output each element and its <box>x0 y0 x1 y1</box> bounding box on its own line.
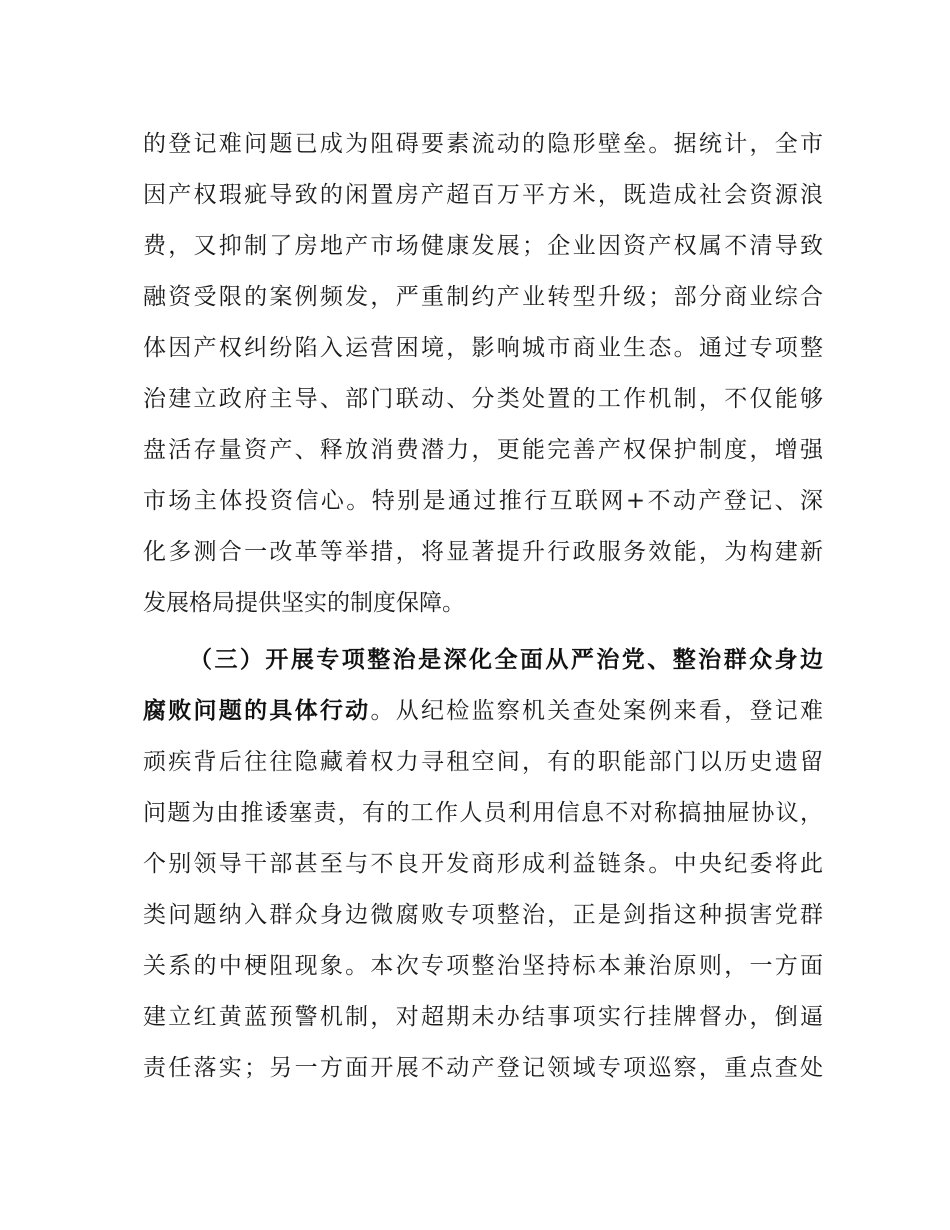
paragraph-line: 盘活存量资产、释放消费潜力，更能完善产权保护制度，增强 <box>143 437 823 463</box>
paragraph-line: 市场主体投资信心。特别是通过推行互联网+不动产登记、深 <box>143 488 823 514</box>
paragraph-line: 化多测合一改革等举措，将显著提升行政服务效能，为构建新 <box>143 539 823 565</box>
paragraph-line: 建立红黄蓝预警机制，对超期未办结事项实行挂牌督办，倒逼 <box>143 1004 823 1030</box>
section-heading-continued <box>143 691 823 731</box>
paragraph-line: 个别领导干部甚至与不良开发商形成利益链条。中央纪委将此 <box>143 851 823 877</box>
paragraph-line: 的登记难问题已成为阻碍要素流动的隐形壁垒。据统计，全市 <box>143 131 823 157</box>
section-body-start: 。从纪检监察机关查处案例来看，登记难 <box>370 698 824 724</box>
paragraph-line: 体因产权纠纷陷入运营困境，影响城市商业生态。通过专项整 <box>143 335 823 361</box>
paragraph-line: 发展格局提供坚实的制度保障。 <box>143 590 465 616</box>
paragraph-line: 融资受限的案例频发，严重制约产业转型升级；部分商业综合 <box>143 284 823 310</box>
paragraph-line: 因产权瑕疵导致的闲置房产超百万平方米，既造成社会资源浪 <box>143 182 823 208</box>
section-heading-bold: 腐败问题的具体行动 <box>143 698 371 724</box>
paragraph-line: 问题为由推诿塞责，有的工作人员利用信息不对称搞抽屉协议， <box>143 800 823 826</box>
paragraph-line: 顽疾背后往往隐藏着权力寻租空间，有的职能部门以历史遗留 <box>143 749 823 775</box>
paragraph-line: 关系的中梗阻现象。本次专项整治坚持标本兼治原则，一方面 <box>143 953 823 979</box>
paragraph-line: 类问题纳入群众身边微腐败专项整治，正是剑指这种损害党群 <box>143 902 823 928</box>
paragraph-line: 治建立政府主导、部门联动、分类处置的工作机制，不仅能够 <box>143 386 823 412</box>
paragraph-line: 费，又抑制了房地产市场健康发展；企业因资产权属不清导致 <box>143 233 823 259</box>
section-heading: （三）开展专项整治是深化全面从严治党、整治群众身边 <box>189 647 823 673</box>
paragraph-line: 责任落实；另一方面开展不动产登记领域专项巡察，重点查处 <box>143 1055 823 1081</box>
